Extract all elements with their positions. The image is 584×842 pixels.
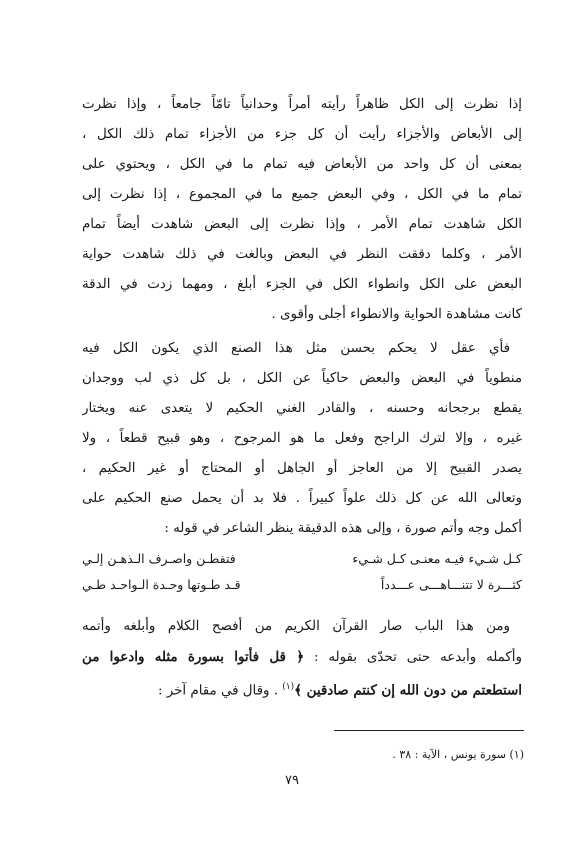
text-line: ومن هذا الباب صار القرآن الكريم من أفصح الكلام وأبلغه وأتمه xyxy=(82,619,510,634)
text-line xyxy=(82,672,522,702)
text-line: غيره ، وإلا لترك الراجح وفعل ما هو المرجوح ، وهو قبيح قطعاً ، ولا xyxy=(82,431,522,446)
paragraph-1 xyxy=(82,90,522,330)
text-line: أكمل وجه وأتم صورة ، وإلى هذه الدقيقة ينظر الشاعر في قوله : xyxy=(164,521,522,536)
text-line: إذا نظرت إلى الكل ظاهراً رأيته أمراً وحدانياً تامّاً جامعاً ، وإذا نظرت xyxy=(82,97,522,112)
text-line: كانت مشاهدة الحواية والانطواء أجلى وأقوى . xyxy=(271,307,522,322)
poem-hemistich-first: كـل شـيء فيـه معنـى كـل شـيء xyxy=(352,551,522,566)
text-line: تمام ما في الكل ، وفي البعض جميع ما في المجموع ، إذا نظرت إلى xyxy=(82,187,522,202)
poem-hemistich-second: فتفطـن واصـرف الـذهـن إلـي xyxy=(82,551,236,566)
text-line: منطوياً في البعض والبعض حاكياً عن الكل ، بل كل ذي لب ووجدان xyxy=(82,371,522,386)
text-line: بمعنى أن كل واحد من الأبعاض فيه تمام ما في الكل ، ويحتوي على xyxy=(82,157,522,172)
paragraph-3 xyxy=(82,612,522,702)
page-number: ٧٩ xyxy=(285,773,299,788)
poem-hemistich-second: قـد طـوتها وحـدة الـواحـد طـي xyxy=(82,577,241,592)
text-line xyxy=(82,642,522,672)
poem-verse xyxy=(82,548,522,570)
footnote: (١) سورة يونس ، الآية : ٣٨ . xyxy=(392,748,524,761)
paragraph-2 xyxy=(82,334,522,544)
continuation-text: . وقال في مقام آخر : xyxy=(158,683,283,699)
quran-verse-text: استطعتم من دون الله إن كنتم صادقين ﴾ xyxy=(294,682,522,699)
text-line: البعض على الكل وانطواء الكل في الجزء أبلغ ، ومهما زدت في الدقة xyxy=(82,277,522,292)
text-line: الكل شاهدت تمام الأمر ، وإذا نظرت إلى البعض شاهدت أيضاً تمام xyxy=(82,217,522,232)
quran-intro-text: وأكمله وأبدعه حتى تحدّى بقوله : xyxy=(304,650,522,665)
text-line: فأي عقل لا يحكم بحسن مثل هذا الصنع الذي يكون الكل فيه xyxy=(82,341,510,356)
text-line: يقطع برجحانه وحسنه ، والقادر الغني الحكيم لا يتعدى عنه ويختار xyxy=(82,401,522,416)
text-line: وتعالى الله عن كل ذلك علواً كبيراً . فلا بد أن يحمل صنع الحكيم على xyxy=(82,491,522,506)
poem-hemistich-first: كثـــرة لا تتنـــاهـــى عـــدداً xyxy=(380,577,522,592)
text-line: الأمر ، وكلما دققت النظر في البعض وبالغت في ذلك شاهدت حواية xyxy=(82,247,522,262)
footnote-separator xyxy=(334,730,524,731)
quran-verse-text: ﴿ قل فأتوا بسورة مثله وادعوا من xyxy=(82,649,305,665)
text-line: إلى الأبعاض والأجزاء رأيت أن كل جزء من الأجزاء تمام ذلك الكل ، xyxy=(82,127,522,142)
poem-verse xyxy=(82,574,522,596)
footnote-reference: (١) xyxy=(282,682,295,692)
text-line: يصدر القبيح إلا من العاجز أو الجاهل أو المحتاج أو غير الحكيم ، xyxy=(82,461,522,476)
